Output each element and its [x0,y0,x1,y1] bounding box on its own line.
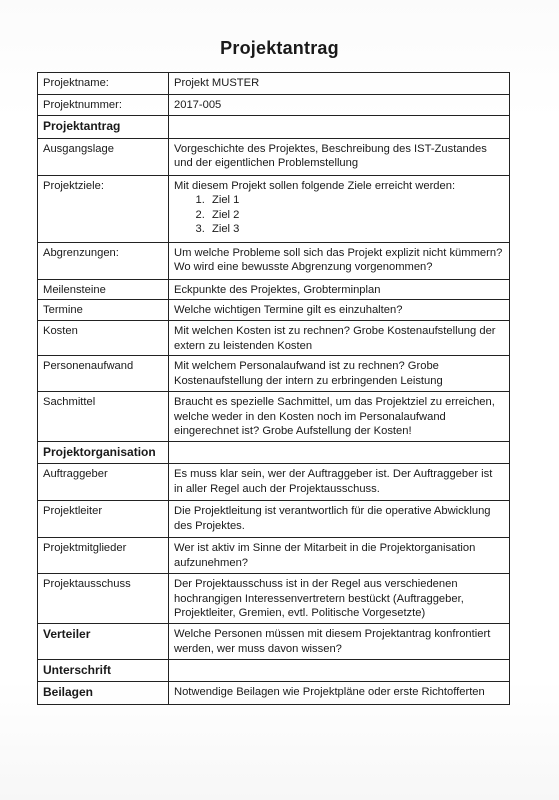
label-verteiler: Verteiler [38,624,169,660]
value-sachmittel: Braucht es spezielle Sachmittel, um das Projektziel zu erreichen, welche weder in den Kosten noch im Personalaufwand eingerechnet ist? Grobe Aufstellung der Kosten! [169,392,510,442]
label-kosten: Kosten [38,321,169,356]
goal-item: 1. Ziel 1 [208,193,504,208]
goal-item: 2. Ziel 2 [208,208,504,223]
label-personenaufwand: Personenaufwand [38,356,169,392]
label-unterschrift: Unterschrift [38,660,169,682]
label-projektziele: Projektziele: [38,175,169,242]
projektziele-intro: Mit diesem Projekt sollen folgende Ziele erreicht werden: [174,179,456,192]
label-projektleiter: Projektleiter [38,501,169,538]
row-projektausschuss [38,574,510,624]
label-meilensteine: Meilensteine [38,279,169,300]
value-beilagen: Notwendige Beilagen wie Projektpläne oder erste Richtofferten [169,682,510,705]
value-unterschrift [169,660,510,682]
value-projektleiter: Die Projektleitung ist verantwortlich für die operative Abwicklung des Projektes. [169,501,510,538]
label-projektausschuss: Projektausschuss [38,574,169,624]
row-meilensteine [38,279,510,300]
row-projektleiter [38,501,510,538]
label-projektnummer: Projektnummer: [38,95,169,116]
section-empty-cell [169,115,510,138]
row-projektnummer [38,95,510,116]
value-projektziele [169,175,510,242]
project-request-table [37,72,510,705]
value-auftraggeber: Es muss klar sein, wer der Auftraggeber ist. Der Auftraggeber ist in aller Regel auch der Projektausschuss. [169,464,510,501]
section-projektorganisation [38,442,510,464]
label-projektname: Projektname: [38,73,169,95]
row-abgrenzungen [38,242,510,279]
value-meilensteine: Eckpunkte des Projektes, Grobterminplan [169,279,510,300]
value-projektausschuss: Der Projektausschuss ist in der Regel aus verschiedenen hochrangigen Interessenvertretern bestückt (Auftraggeber, Projektleiter, Gremien, evtl. Politische Vorgesetzte) [169,574,510,624]
label-abgrenzungen: Abgrenzungen: [38,242,169,279]
label-termine: Termine [38,300,169,321]
row-projektziele [38,175,510,242]
row-beilagen [38,682,510,705]
row-sachmittel [38,392,510,442]
label-sachmittel: Sachmittel [38,392,169,442]
value-ausgangslage: Vorgeschichte des Projektes, Beschreibung des IST-Zustandes und der eigentlichen Problemstellung [169,138,510,175]
goal-item: 3. Ziel 3 [208,222,504,237]
label-projektmitglieder: Projektmitglieder [38,538,169,574]
section-projektantrag [38,115,510,138]
value-verteiler: Welche Personen müssen mit diesem Projektantrag konfrontiert werden, wer muss davon wissen? [169,624,510,660]
row-ausgangslage [38,138,510,175]
row-auftraggeber [38,464,510,501]
section-empty-cell [169,442,510,464]
goals-list [174,193,504,237]
row-unterschrift [38,660,510,682]
label-auftraggeber: Auftraggeber [38,464,169,501]
row-termine [38,300,510,321]
section-label-projektantrag: Projektantrag [38,115,169,138]
value-termine: Welche wichtigen Termine gilt es einzuhalten? [169,300,510,321]
value-projektmitglieder: Wer ist aktiv im Sinne der Mitarbeit in die Projektorganisation aufzunehmen? [169,538,510,574]
row-kosten [38,321,510,356]
section-label-projektorganisation: Projektorganisation [38,442,169,464]
value-projektnummer: 2017-005 [169,95,510,116]
row-personenaufwand [38,356,510,392]
value-personenaufwand: Mit welchem Personalaufwand ist zu rechnen? Grobe Kostenaufstellung der intern zu erbringenden Leistung [169,356,510,392]
label-ausgangslage: Ausgangslage [38,138,169,175]
value-abgrenzungen: Um welche Probleme soll sich das Projekt explizit nicht kümmern? Wo wird eine bewusste Abgrenzung vorgenommen? [169,242,510,279]
row-verteiler [38,624,510,660]
document-title: Projektantrag [220,38,339,58]
label-beilagen: Beilagen [38,682,169,705]
row-projektmitglieder [38,538,510,574]
value-projektname: Projekt MUSTER [169,73,510,95]
value-kosten: Mit welchen Kosten ist zu rechnen? Grobe Kostenaufstellung der extern zu leistenden Kosten [169,321,510,356]
row-projektname [38,73,510,95]
